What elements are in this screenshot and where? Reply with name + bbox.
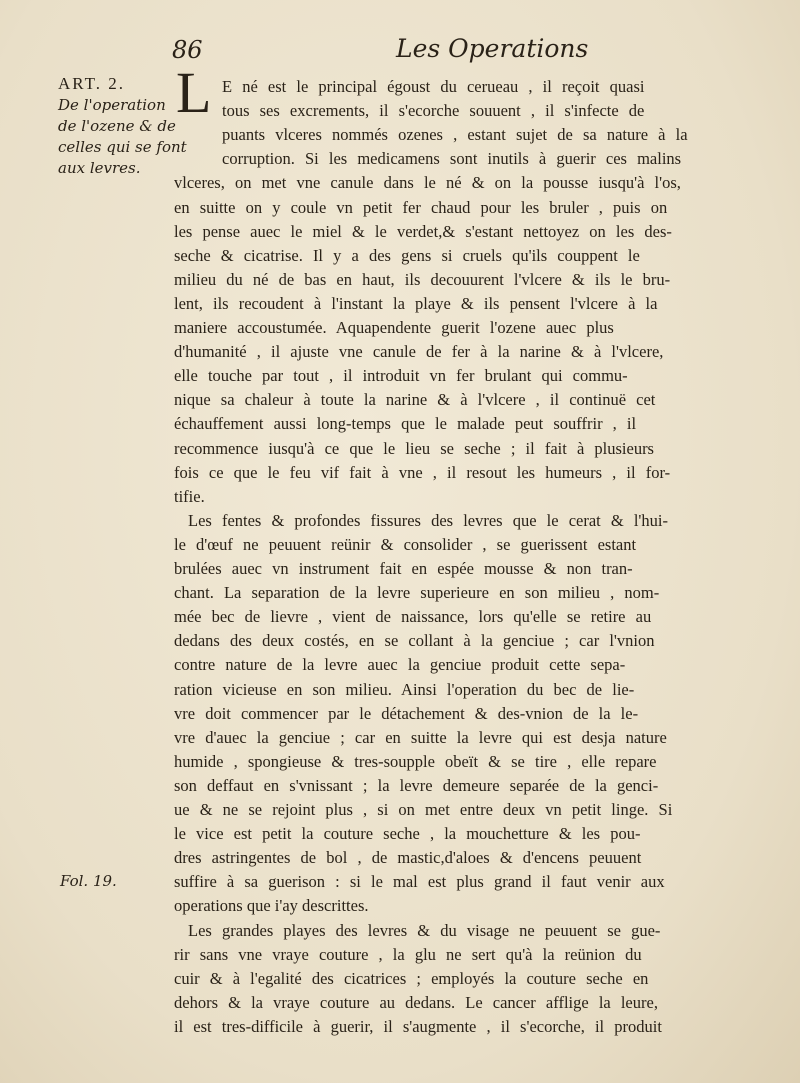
text-line: chant. La separation de la levre superieure en son milieu , nom- xyxy=(174,583,660,603)
text-line: dedans des deux costés, en se collant à la genciue ; car l'vnion xyxy=(174,631,655,651)
text-line: ue & ne se rejoint plus , si on met entre deux vn petit linge. Si xyxy=(174,800,673,819)
page-header xyxy=(0,30,800,70)
text-line: cuir & à l'egalité des cicatrices ; employés la couture seche en xyxy=(174,968,649,988)
text-line: son deffaut en s'vnissant ; la levre demeure separée de la genci- xyxy=(174,775,659,795)
text-line: vre doit commencer par le détachement & des-vnion de la le- xyxy=(174,703,639,723)
text-line: les pense auec le miel & le verdet,& s'estant nettoyez on les des- xyxy=(174,221,672,241)
text-line: brulées auec vn instrument fait en espée mousse & non tran- xyxy=(174,559,633,578)
text-line: Les fentes & profondes fissures des levres que le cerat & l'hui- xyxy=(188,510,668,530)
margin-note: aux levres. xyxy=(58,159,141,177)
running-title: Les Operations xyxy=(396,34,589,63)
text-line: operations que i'ay descrittes. xyxy=(174,896,369,916)
text-line: d'humanité , il ajuste vne canule de fer à la narine & à l'vlcere, xyxy=(174,342,664,362)
margin-notes xyxy=(58,73,187,179)
text-line: Les grandes playes des levres & du visage ne peuuent se gue- xyxy=(188,920,661,940)
text-line: en suitte on y coule vn petit fer chaud pour les bruler , puis on xyxy=(174,197,668,217)
text-line: tous ses excrements, il s'ecorche souuent , il s'infecte de xyxy=(222,101,645,121)
drop-cap: L xyxy=(176,60,212,125)
text-line: il est tres-difficile à guerir, il s'augmente , il s'ecorche, il produit xyxy=(174,1016,662,1036)
text-line: mée bec de lievre , vient de naissance, lors qu'elle se retire au xyxy=(174,607,652,627)
text-line: vre d'auec la genciue ; car en suitte la levre qui est desja nature xyxy=(174,727,667,747)
text-line: elle touche par tout , il introduit vn fer brulant qui commu- xyxy=(174,366,628,386)
text-line: humide , spongieuse & tres-soupple obeït & se tire , elle repare xyxy=(174,751,657,771)
text-line: corruption. Si les medicamens sont inutils à guerir ces malins xyxy=(222,149,682,169)
text-line: vlceres, on met vne canule dans le né & on la pousse iusqu'à l'os, xyxy=(174,173,681,193)
text-line: dehors & la vraye couture au dedans. Le cancer afflige la leure, xyxy=(174,992,658,1012)
article-label: ART. 2. xyxy=(58,74,125,93)
text-line: fois ce que le feu vif fait à vne , il resout les humeurs , il for- xyxy=(174,462,671,482)
text-line: tifie. xyxy=(174,486,205,506)
text-line: seche & cicatrise. Il y a des gens si cruels qu'ils couppent le xyxy=(174,245,640,265)
text-line: milieu du né de bas en haut, ils decouurent l'vlcere & ils le bru- xyxy=(174,269,671,289)
text-line: recommence iusqu'à ce que le lieu se seche ; il fait à plusieurs xyxy=(174,438,654,458)
text-line: contre nature de la levre auec la genciue produit cette sepa- xyxy=(174,655,626,675)
margin-note: de l'ozene & de xyxy=(58,117,176,135)
margin-note: De l'operation xyxy=(58,96,166,114)
text-line: ration vicieuse en son milieu. Ainsi l'operation du bec de lie- xyxy=(174,679,635,699)
text-line: E né est le principal égoust du cerueau , il reçoit quasi xyxy=(222,77,645,96)
text-line: puants vlceres nommés ozenes , estant sujet de sa nature à la xyxy=(222,125,688,145)
margin-note: celles qui se font xyxy=(58,138,187,156)
page-number: 86 xyxy=(172,36,203,64)
text-line: rir sans vne vraye couture , la glu ne sert qu'à la reünion du xyxy=(174,944,642,964)
text-line: le vice est petit la couture seche , la mouchetture & les pou- xyxy=(174,824,641,844)
text-line: nique sa chaleur à toute la narine & à l'vlcere , il continuë cet xyxy=(174,390,656,410)
text-line: lent, ils recoudent à l'instant la playe & ils pensent l'vlcere à la xyxy=(174,293,658,313)
text-line: le d'œuf ne peuuent reünir & consolider , se guerissent estant xyxy=(174,534,637,554)
text-line: suffire à sa guerison : si le mal est plus grand il faut venir aux xyxy=(174,872,665,892)
text-line: maniere accoustumée. Aquapendente guerit l'ozene auec plus xyxy=(174,318,614,337)
text-line: dres astringentes de bol , de mastic,d'aloes & d'encens peuuent xyxy=(174,848,642,868)
folio-reference-note: Fol. 19. xyxy=(60,872,117,890)
text-line: échauffement aussi long-temps que le malade peut souffrir , il xyxy=(174,414,637,434)
